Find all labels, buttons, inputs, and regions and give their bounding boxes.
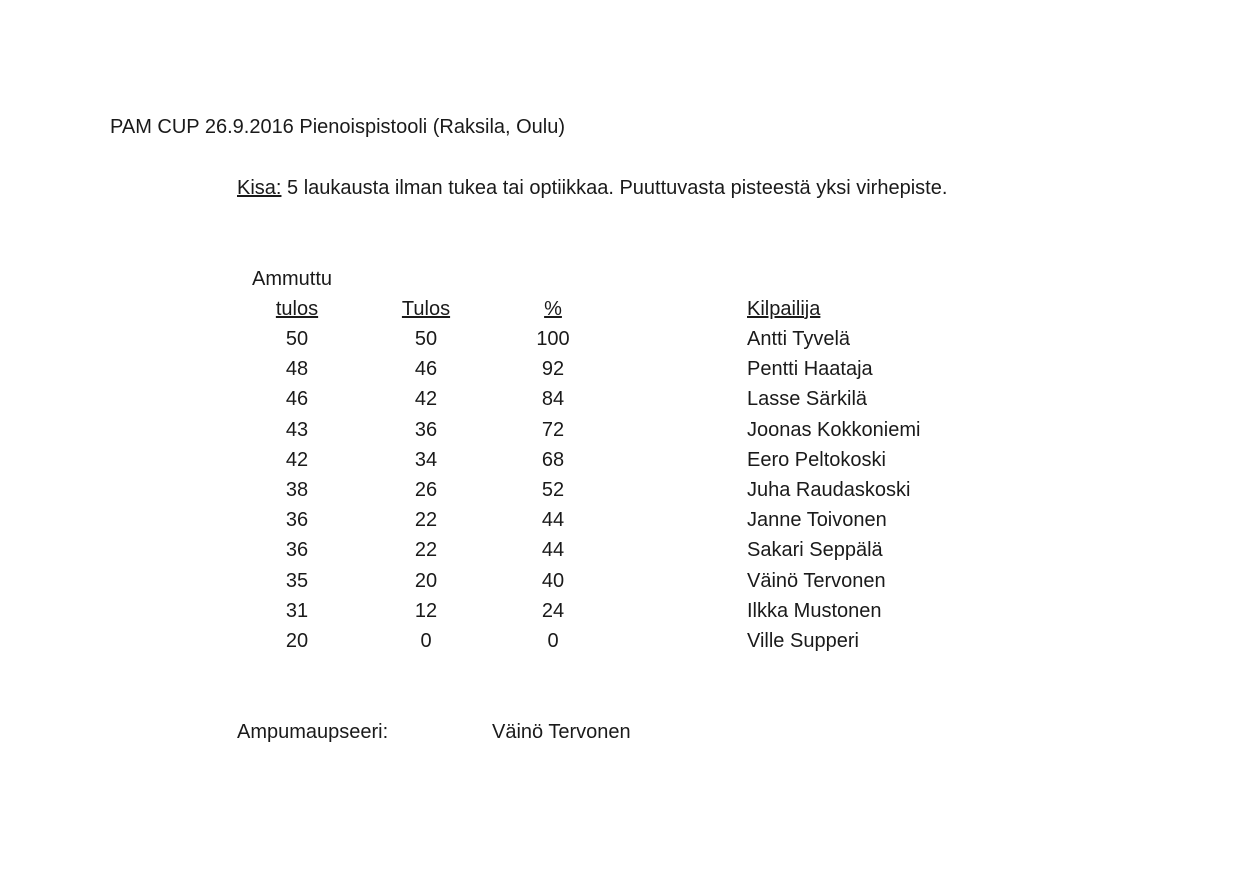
header-ammuttu-tulos: tulos (275, 298, 319, 320)
table-row (0, 419, 1240, 449)
cell-ammuttu: 36 (285, 509, 309, 532)
cell-tulos: 36 (414, 418, 438, 441)
cell-name: Eero Peltokoski (747, 448, 886, 471)
range-officer-name: Väinö Tervonen (492, 721, 631, 743)
cell-percent: 52 (541, 478, 565, 501)
cell-ammuttu: 48 (285, 358, 309, 381)
kisa-text: 5 laukausta ilman tukea tai optiikkaa. Puuttuvasta pisteestä yksi virhepiste. (281, 177, 948, 199)
cell-ammuttu: 38 (285, 478, 309, 501)
table-row (0, 570, 1240, 600)
cell-tulos: 26 (414, 478, 438, 501)
cell-name: Pentti Haataja (747, 358, 873, 381)
cell-name: Lasse Särkilä (747, 388, 868, 411)
cell-tulos: 20 (414, 569, 438, 592)
cell-name: Väinö Tervonen (747, 569, 886, 592)
cell-ammuttu: 35 (285, 569, 309, 592)
cell-percent: 44 (541, 539, 565, 562)
cell-tulos: 0 (420, 629, 432, 652)
cell-ammuttu: 36 (285, 539, 309, 562)
table-row (0, 388, 1240, 418)
cell-tulos: 12 (414, 599, 438, 622)
header-percent: % (544, 298, 562, 320)
header-tulos: Tulos (401, 298, 451, 320)
cell-ammuttu: 20 (285, 629, 309, 652)
cell-name: Ilkka Mustonen (747, 599, 882, 622)
cell-ammuttu: 43 (285, 418, 309, 441)
header-ammuttu: Ammuttu (252, 268, 333, 290)
results-table (0, 328, 1240, 660)
table-row (0, 479, 1240, 509)
cell-ammuttu: 50 (285, 328, 309, 350)
cell-tulos: 22 (414, 539, 438, 562)
cell-ammuttu: 31 (285, 599, 309, 622)
table-row (0, 449, 1240, 479)
cell-tulos: 34 (414, 448, 438, 471)
document-title: PAM CUP 26.9.2016 Pienoispistooli (Raksila, Oulu) (110, 116, 566, 138)
cell-tulos: 46 (414, 358, 438, 381)
cell-percent: 92 (541, 358, 565, 381)
cell-name: Joonas Kokkoniemi (747, 418, 921, 441)
cell-name: Janne Toivonen (747, 509, 887, 532)
cell-name: Sakari Seppälä (747, 539, 883, 562)
table-row (0, 328, 1240, 358)
table-row (0, 358, 1240, 388)
cell-percent: 40 (541, 569, 565, 592)
cell-name: Juha Raudaskoski (747, 478, 911, 501)
cell-name: Ville Supperi (747, 629, 859, 652)
cell-tulos: 42 (414, 388, 438, 411)
table-row (0, 539, 1240, 569)
cell-percent: 100 (536, 328, 570, 350)
cell-percent: 68 (541, 448, 565, 471)
table-row (0, 509, 1240, 539)
cell-tulos: 22 (414, 509, 438, 532)
cell-percent: 0 (547, 629, 559, 652)
competition-description (237, 177, 947, 200)
cell-ammuttu: 42 (285, 448, 309, 471)
cell-percent: 24 (541, 599, 565, 622)
cell-ammuttu: 46 (285, 388, 309, 411)
cell-tulos: 50 (414, 328, 438, 350)
cell-percent: 44 (541, 509, 565, 532)
kisa-label: Kisa: (237, 177, 282, 199)
cell-name: Antti Tyvelä (747, 328, 851, 350)
cell-percent: 72 (541, 418, 565, 441)
cell-percent: 84 (541, 388, 565, 411)
table-row (0, 630, 1240, 660)
range-officer-label: Ampumaupseeri: (237, 721, 389, 743)
table-row (0, 600, 1240, 630)
header-kilpailija: Kilpailija (747, 298, 821, 320)
